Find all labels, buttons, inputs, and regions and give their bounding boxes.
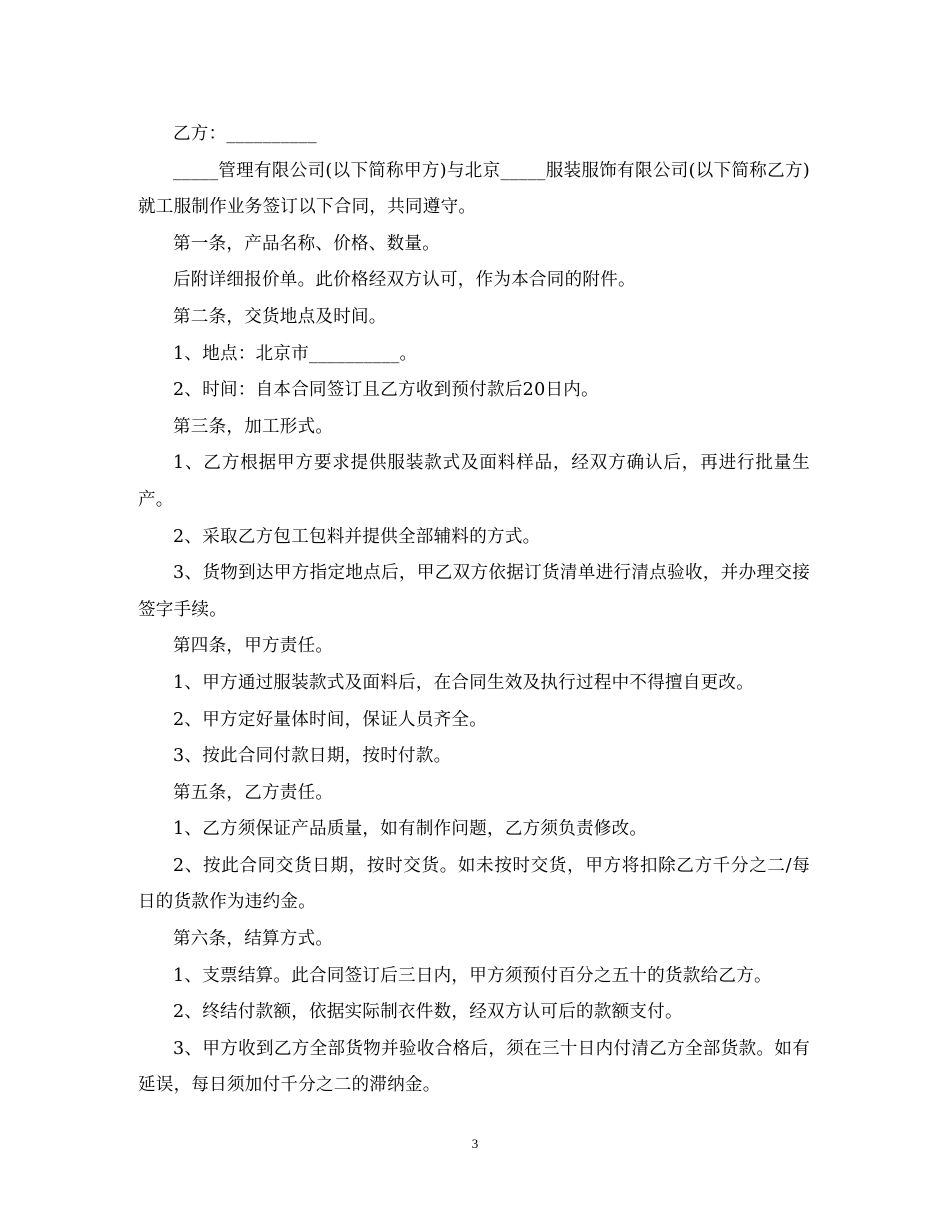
- contract-intro: _____管理有限公司(以下简称甲方)与北京_____服装服饰有限公司(以下简称乙方)就工服制作业务签订以下合同，共同遵守。: [138, 160, 810, 218]
- article-6-item-2: 2、终结付款额，依据实际制衣件数，经双方认可后的款额支付。: [173, 1002, 683, 1023]
- article-5-item-1: 1、乙方须保证产品质量，如有制作问题，乙方须负责修改。: [173, 819, 648, 840]
- article-1-text: 后附详细报价单。此价格经双方认可，作为本合同的附件。: [173, 270, 636, 291]
- article-6-heading: 第六条，结算方式。: [173, 929, 334, 950]
- article-5-item-2: 2、按此合同交货日期，按时交货。如未按时交货，甲方将扣除乙方千分之二/每日的货款作为违约金。: [138, 855, 810, 913]
- article-2-heading: 第二条，交货地点及时间。: [173, 306, 387, 327]
- article-5-heading: 第五条，乙方责任。: [173, 782, 334, 803]
- article-1-heading: 第一条，产品名称、价格、数量。: [173, 233, 440, 254]
- article-3-heading: 第三条，加工形式。: [173, 416, 334, 437]
- article-4-item-3: 3、按此合同付款日期，按时付款。: [173, 746, 452, 767]
- party-b-line: 乙方：__________: [173, 124, 317, 144]
- article-4-item-2: 2、甲方定好量体时间，保证人员齐全。: [173, 709, 488, 730]
- article-2-item-2: 2、时间：自本合同签订且乙方收到预付款后20日内。: [173, 380, 599, 401]
- article-4-heading: 第四条，甲方责任。: [173, 636, 334, 657]
- article-6-item-1: 1、支票结算。此合同签订后三日内，甲方须预付百分之五十的货款给乙方。: [173, 965, 772, 986]
- article-6-item-3: 3、甲方收到乙方全部货物并验收合格后，须在三十日内付清乙方全部货款。如有延误，每日须加付千分之二的滞纳金。: [138, 1038, 810, 1096]
- article-4-item-1: 1、甲方通过服装款式及面料后，在合同生效及执行过程中不得擅自更改。: [173, 672, 755, 693]
- article-3-item-2: 2、采取乙方包工包料并提供全部辅料的方式。: [173, 526, 541, 547]
- contract-body: [138, 116, 810, 1104]
- article-2-item-1: 1、地点：北京市__________。: [173, 343, 418, 364]
- article-3-item-3: 3、货物到达甲方指定地点后，甲乙双方依据订货清单进行清点验收，并办理交接签字手续。: [138, 563, 810, 620]
- article-3-item-1: 1、乙方根据甲方要求提供服装款式及面料样品，经双方确认后，再进行批量生产。: [138, 453, 810, 510]
- page-number: 3: [471, 1136, 479, 1151]
